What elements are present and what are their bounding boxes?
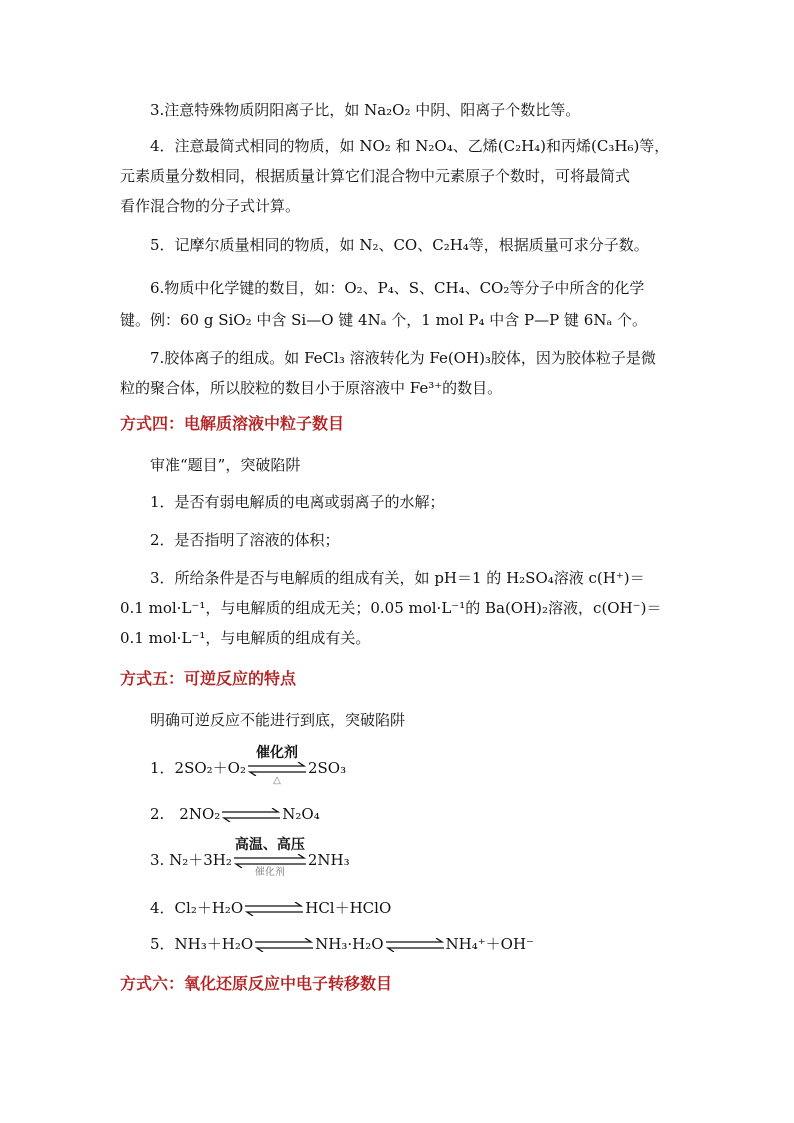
reversible-arrow-icon: 催化剂 △	[246, 759, 308, 779]
note-line: 7.胶体离子的组成。如 FeCl₃ 溶液转化为 Fe(OH)₃胶体，因为胶体粒子是微	[150, 349, 656, 367]
list-item: 0.1 mol·L⁻¹，与电解质的组成无关；0.05 mol·L⁻¹的 Ba(OH)₂溶液，c(OH⁻)＝	[120, 599, 662, 617]
note-line: 元素质量分数相同，根据质量计算它们混合物中元素原子个数时，可将最简式	[120, 167, 631, 185]
reaction-equation: 5．NH₃＋H₂O NH₃·H₂O NH₄⁺＋OH⁻	[150, 935, 534, 953]
note-line: 键。例：60 g SiO₂ 中含 Si—O 键 4Nₐ 个，1 mol P₄ 中含 P—P 键 6Nₐ 个。	[120, 311, 647, 329]
section-heading: 方式五：可逆反应的特点	[120, 669, 297, 688]
note-line: 3.注意特殊物质阴阳离子比，如 Na₂O₂ 中阴、阳离子个数比等。	[150, 101, 581, 119]
note-line: 4．注意最简式相同的物质，如 NO₂ 和 N₂O₄、乙烯(C₂H₄)和丙烯(C₃H₆)等，	[150, 137, 670, 155]
note-line: 粒的聚合体，所以胶粒的数目小于原溶液中 Fe³⁺的数目。	[120, 379, 503, 397]
reversible-arrow-icon	[220, 805, 282, 825]
reaction-equation: 4．Cl₂＋H₂O HCl＋HClO	[150, 899, 392, 917]
note-line: 6.物质中化学键的数目，如：O₂、P₄、S、CH₄、CO₂等分子中所含的化学	[150, 279, 645, 297]
reaction-equation: 3. N₂＋3H₂ 高温、高压 催化剂 2NH₃	[150, 837, 350, 878]
section-intro: 明确可逆反应不能进行到底，突破陷阱	[150, 711, 406, 729]
list-item: 0.1 mol·L⁻¹，与电解质的组成有关。	[120, 629, 371, 647]
reaction-equation: 2. 2NO₂ N₂O₄	[150, 805, 320, 823]
reversible-arrow-icon	[384, 935, 446, 955]
reaction-equation: 1．2SO₂＋O₂ 催化剂 △ 2SO₃	[150, 745, 347, 786]
note-line: 5．记摩尔质量相同的物质，如 N₂、CO、C₂H₄等，根据质量可求分子数。	[150, 236, 649, 254]
reversible-arrow-icon	[253, 935, 315, 955]
list-item: 2．是否指明了溶液的体积；	[150, 531, 340, 549]
list-item: 1．是否有弱电解质的电离或弱离子的水解；	[150, 493, 445, 511]
section-heading: 方式四：电解质溶液中粒子数目	[120, 414, 345, 433]
list-item: 3．所给条件是否与电解质的组成有关，如 pH＝1 的 H₂SO₄溶液 c(H⁺)＝	[150, 569, 645, 587]
reversible-arrow-icon	[243, 899, 305, 919]
note-line: 看作混合物的分子式计算。	[120, 197, 301, 215]
reversible-arrow-icon: 高温、高压 催化剂	[234, 837, 305, 878]
section-heading: 方式六：氧化还原反应中电子转移数目	[120, 974, 393, 993]
section-intro: 审准“题目”，突破陷阱	[150, 456, 301, 474]
